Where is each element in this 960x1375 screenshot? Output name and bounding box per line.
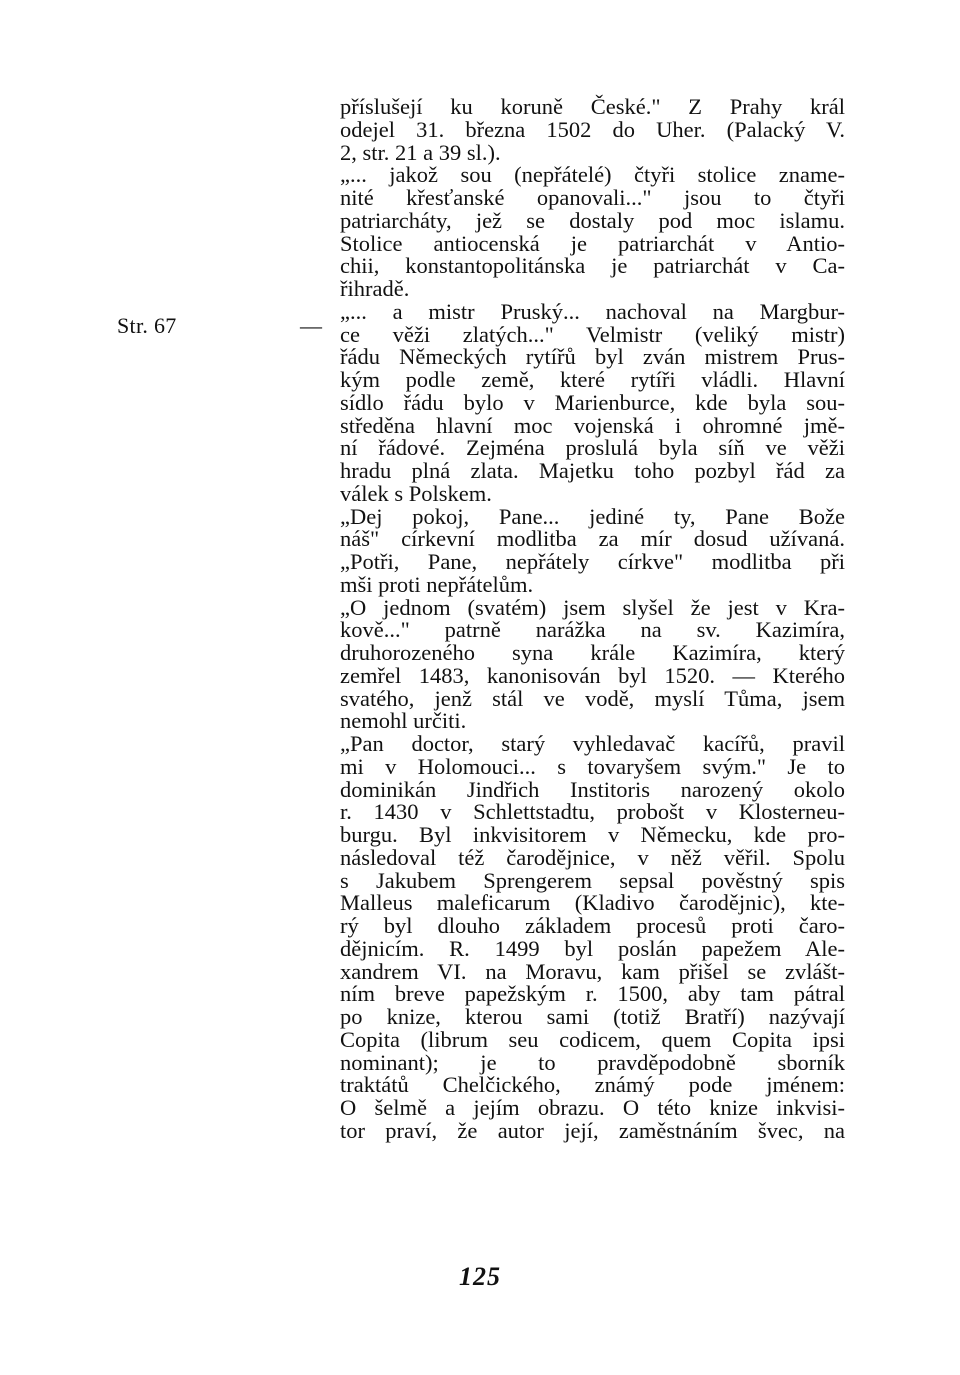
text-line: dominikán Jindřich Institoris narozený okolo (340, 776, 845, 802)
text-line: xandrem VI. na Moravu, kam přišel se zvlášt- (340, 958, 845, 984)
text-line: válek s Polskem. (340, 480, 492, 506)
text-line: druhorozeného syna krále Kazimíra, který (340, 640, 845, 665)
text-line: svatého, jenž stál ve vodě, myslí Tůma, jsem (340, 685, 845, 711)
text-line: „... a mistr Pruský... nachoval na Margbur- (340, 298, 845, 324)
text-line: kým podle země, které rytíři vládli. Hlavní (340, 367, 845, 392)
text-line: mši proti nepřátelům. (340, 571, 534, 597)
text-line: tor praví, že autor její, zaměstnáním švec, na (340, 1117, 845, 1143)
margin-page-reference: Str. 67 (117, 313, 177, 338)
text-line: „Potři, Pane, nepřátely církve" modlitba při (340, 549, 845, 574)
text-line: nominant); je to pravděpodobně sborník (340, 1049, 845, 1075)
text-line: chii, konstantopolitánska je patriarchát v Ca- (340, 253, 845, 279)
text-line: „Dej pokoj, Pane... jediné ty, Pane Bože (340, 503, 845, 529)
text-line: odejel 31. března 1502 do Uher. (Palacký V. (340, 116, 845, 142)
text-line: Stolice antiocenská je patriarchát v Antio- (340, 230, 845, 256)
text-line: „O jednom (svatém) jsem slyšel že jest v Kra- (340, 594, 845, 620)
text-line: „Pan doctor, starý vyhledavač kacířů, pravil (340, 731, 845, 756)
text-line: po knize, kterou sami (totiž Bratří) nazývají (340, 1004, 845, 1029)
text-line: r. 1430 v Schlettstadtu, probošt v Klosterneu- (340, 799, 845, 825)
text-line: ní řádové. Zejména proslulá byla síň ve věži (340, 435, 845, 461)
text-line: Malleus maleficarum (Kladivo čarodějnic), kte- (340, 890, 845, 916)
text-line: O šelmě a jejím obrazu. O této knize inkvisi- (340, 1095, 845, 1120)
text-line: řádu Německých rytířů byl zván mistrem Prus- (340, 344, 845, 370)
text-line: mi v Holomouci... s tovaryšem svým." Je to (340, 753, 845, 779)
margin-dash: — (300, 313, 322, 338)
text-line: následoval též čarodějnice, v něž věřil. Spolu (340, 844, 845, 870)
text-line: nité křesťanské opanovali..." jsou to čtyři (340, 185, 845, 210)
text-line: patriarcháty, jež se dostaly pod moc islamu. (340, 207, 845, 233)
text-line: traktátů Chelčického, známý pode jménem: (340, 1072, 845, 1098)
page-number: 125 (459, 1262, 501, 1291)
text-line: s Jakubem Sprengerem sepsal pověstný spis (340, 867, 845, 893)
text-line: ce věži zlatých..." Velmistr (veliký mistr) (340, 321, 845, 347)
text-line: příslušejí ku koruně České." Z Prahy král (340, 94, 845, 119)
text-line: kově..." patrně narážka na sv. Kazimíra, (340, 617, 845, 643)
text-line: Copita (librum seu codicem, quem Copita ipsi (340, 1026, 845, 1052)
text-line: rý byl dlouho základem procesů proti čaro- (340, 913, 845, 938)
text-line: ním breve papežským r. 1500, aby tam pátral (340, 981, 845, 1007)
text-line: řihradě. (340, 276, 410, 301)
text-line: hradu plná zlata. Majetku toho pozbyl řád za (340, 458, 845, 483)
text-line: zemřel 1483, kanonisován byl 1520. — Kterého (340, 662, 845, 688)
text-line: „... jakož sou (nepřátelé) čtyři stolice zname- (340, 162, 845, 188)
text-line: náš" církevní modlitba za mír dosud užívaná. (340, 526, 845, 552)
body-text (340, 96, 845, 1143)
text-line: nemohl určiti. (340, 708, 467, 734)
text-line: burgu. Byl inkvisitorem v Německu, kde pro- (340, 822, 845, 847)
text-line: dějnicím. R. 1499 byl poslán papežem Ale- (340, 935, 845, 961)
text-line: středěna hlavní moc vojenská i ohromné jmě- (340, 412, 845, 438)
text-line: 2, str. 21 a 39 sl.). (340, 139, 501, 165)
text-line: sídlo řádu bylo v Marienburce, kde byla sou- (340, 389, 845, 415)
